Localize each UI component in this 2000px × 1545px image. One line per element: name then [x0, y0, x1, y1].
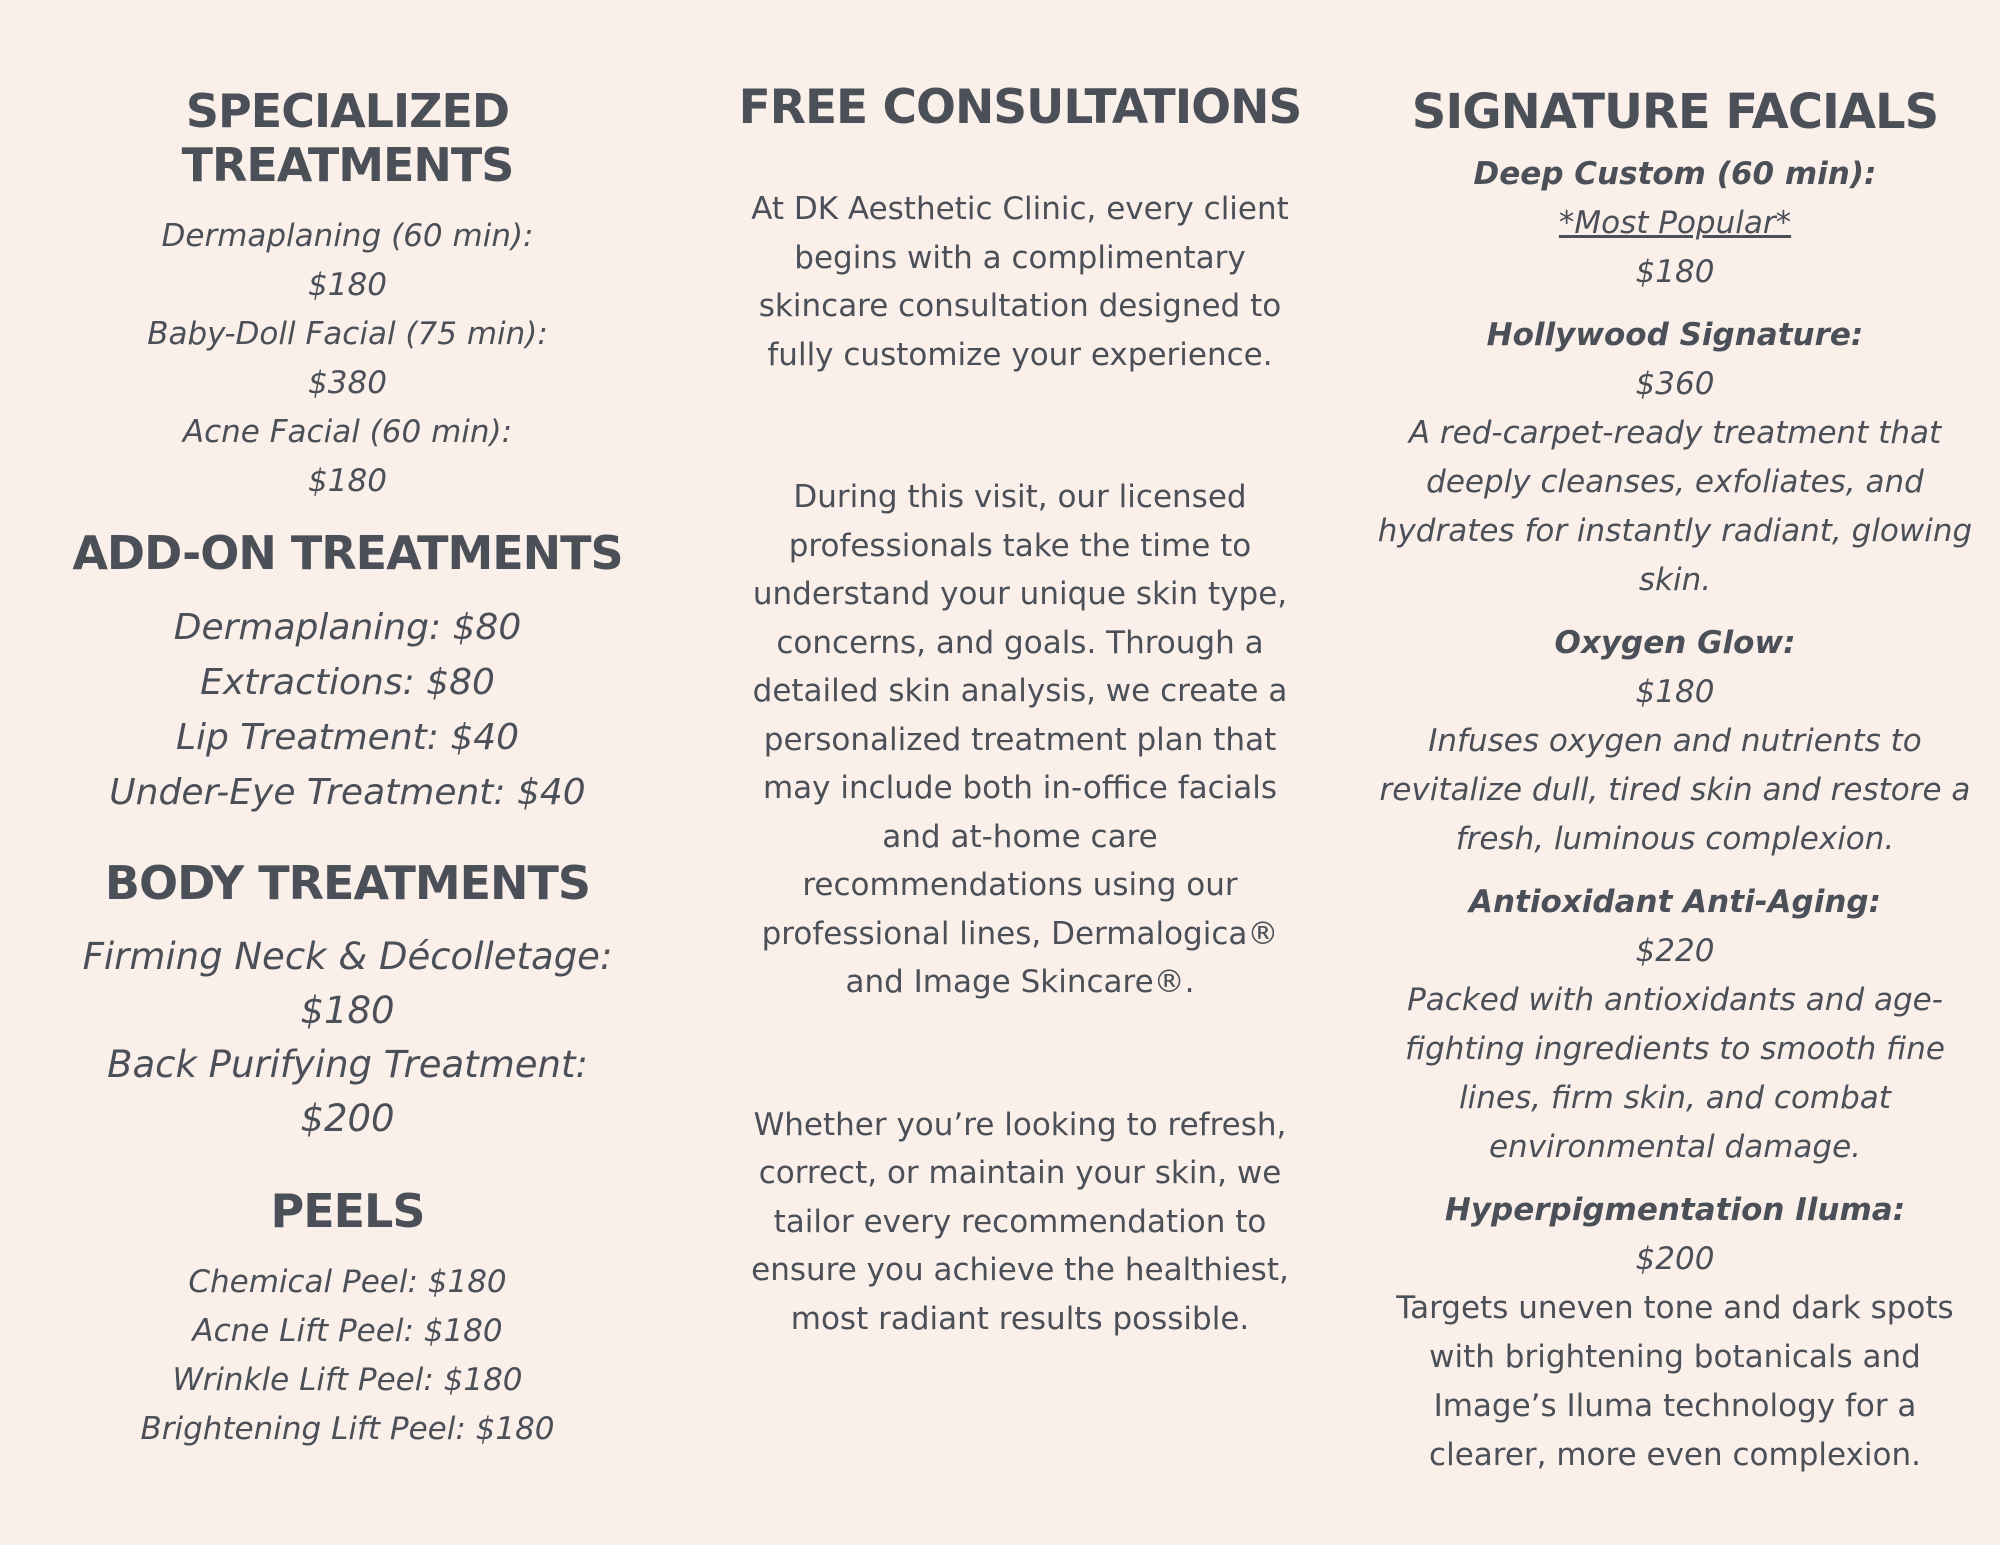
- list-item: Brightening Lift Peel: $180: [140, 1411, 555, 1447]
- facial-description-line: skin.: [1638, 562, 1712, 598]
- middle-column: [700, 0, 1340, 1343]
- facial-price: $360: [1635, 366, 1715, 402]
- paragraph-line: professional lines, Dermalogica®: [761, 915, 1279, 952]
- paragraph-line: At DK Aesthetic Clinic, every client: [751, 191, 1289, 227]
- signature-facials-heading: SIGNATURE FACIALS: [1411, 84, 1939, 140]
- paragraph-line: recommendations using our: [802, 867, 1238, 903]
- paragraph-line: and at-home care: [882, 818, 1158, 855]
- facial-description-line: A red-carpet-ready treatment that: [1408, 415, 1942, 451]
- facial-description-line: fresh, luminous complexion.: [1455, 821, 1895, 857]
- facial-description-line: with brightening botanicals and: [1429, 1339, 1921, 1375]
- facial-description-line: Image’s Iluma technology for a: [1433, 1388, 1917, 1424]
- paragraph-line: tailor every recommendation to: [773, 1203, 1267, 1240]
- paragraph-line: fully customize your experience.: [767, 336, 1273, 373]
- list-item: Back Purifying Treatment:: [107, 1043, 588, 1086]
- list-item: Extractions: $80: [200, 662, 495, 703]
- price: $180: [308, 463, 387, 499]
- list-item: Wrinkle Lift Peel: $180: [172, 1362, 523, 1398]
- facial-description-line: lines, firm skin, and combat: [1459, 1080, 1891, 1116]
- list-item: Baby-Doll Facial (75 min):: [147, 316, 548, 352]
- paragraph-line: detailed skin analysis, we create a: [752, 673, 1288, 709]
- signature-facials-list: [1360, 150, 1990, 1480]
- paragraph-line: personalized treatment plan that: [763, 721, 1277, 758]
- facial-item-hollywood-signature: [1360, 311, 1990, 605]
- paragraph-line: understand your unique skin type,: [752, 576, 1288, 612]
- paragraph-line: professionals take the time to: [788, 527, 1252, 564]
- facial-item-hyperpigmentation-iluma: [1360, 1186, 1990, 1480]
- consultation-paragraph: [700, 1101, 1340, 1344]
- facial-description-line: environmental damage.: [1488, 1129, 1862, 1165]
- paragraph-line: During this visit, our licensed: [793, 479, 1247, 515]
- body-treatments-list: [20, 930, 675, 1146]
- left-column: [20, 0, 675, 1454]
- add-on-treatments-heading: ADD-ON TREATMENTS: [72, 526, 623, 580]
- facial-description-line: revitalize dull, tired skin and restore a: [1379, 772, 1971, 808]
- list-item: Lip Treatment: $40: [175, 717, 520, 758]
- list-item: Dermaplaning: $80: [173, 607, 522, 648]
- facial-description-line: Targets uneven tone and dark spots: [1396, 1290, 1954, 1326]
- price: $180: [308, 267, 387, 303]
- facial-item-antioxidant-anti-aging: [1360, 878, 1990, 1172]
- facial-description-line: Infuses oxygen and nutrients to: [1428, 723, 1922, 759]
- price: $200: [300, 1097, 395, 1140]
- specialized-treatments-heading: SPECIALIZED TREATMENTS: [181, 84, 514, 192]
- add-on-treatments-list: [20, 600, 675, 820]
- facial-description-line: clearer, more even complexion.: [1429, 1437, 1921, 1473]
- paragraph-line: concerns, and goals. Through a: [776, 624, 1264, 661]
- facial-price: $200: [1635, 1241, 1715, 1277]
- consultation-paragraph: [700, 473, 1340, 1007]
- paragraph-line: and Image Skincare®.: [845, 964, 1195, 1000]
- list-item: Under-Eye Treatment: $40: [109, 772, 586, 813]
- peels-list: [20, 1258, 675, 1454]
- paragraph-line: skincare consultation designed to: [758, 288, 1282, 324]
- list-item: Acne Lift Peel: $180: [192, 1313, 503, 1349]
- paragraph-line: begins with a complimentary: [794, 239, 1246, 276]
- facial-description-line: hydrates for instantly radiant, glowing: [1377, 513, 1973, 549]
- peels-heading: PEELS: [270, 1184, 425, 1238]
- facial-item-oxygen-glow: [1360, 619, 1990, 864]
- facial-description-line: fighting ingredients to smooth fine: [1405, 1031, 1945, 1067]
- right-column: [1360, 0, 1990, 1494]
- list-item: Firming Neck & Décolletage:: [82, 935, 613, 978]
- facial-description-line: Packed with antioxidants and age-: [1407, 982, 1943, 1018]
- body-treatments-heading: BODY TREATMENTS: [104, 856, 591, 910]
- facial-price: $180: [1635, 254, 1715, 290]
- paragraph-line: most radiant results possible.: [790, 1300, 1250, 1337]
- facial-description-line: deeply cleanses, exfoliates, and: [1426, 464, 1924, 500]
- facial-name: Antioxidant Anti-Aging:: [1468, 884, 1882, 920]
- list-item: Acne Facial (60 min):: [182, 414, 513, 450]
- price: $180: [300, 989, 395, 1032]
- facial-price: $180: [1635, 674, 1715, 710]
- most-popular-badge: *Most Popular*: [1558, 205, 1792, 241]
- paragraph-line: may include both in-office facials: [762, 770, 1278, 806]
- facial-price: $220: [1635, 933, 1715, 969]
- list-item: Dermaplaning (60 min):: [161, 218, 534, 254]
- paragraph-line: ensure you achieve the healthiest,: [751, 1252, 1289, 1288]
- facial-name: Hyperpigmentation Iluma:: [1444, 1192, 1906, 1228]
- list-item: Chemical Peel: $180: [188, 1264, 507, 1300]
- paragraph-line: Whether you’re looking to refresh,: [753, 1106, 1287, 1143]
- paragraph-line: correct, or maintain your skin, we: [758, 1155, 1282, 1191]
- free-consultations-heading: FREE CONSULTATIONS: [738, 80, 1302, 135]
- price: $380: [308, 365, 387, 401]
- facial-name: Deep Custom (60 min):: [1473, 156, 1877, 192]
- specialized-treatments-list: [20, 212, 675, 506]
- facial-item-deep-custom: [1360, 150, 1990, 297]
- facial-name: Oxygen Glow:: [1554, 625, 1796, 661]
- consultation-paragraph: [700, 185, 1340, 379]
- facial-name: Hollywood Signature:: [1486, 317, 1864, 353]
